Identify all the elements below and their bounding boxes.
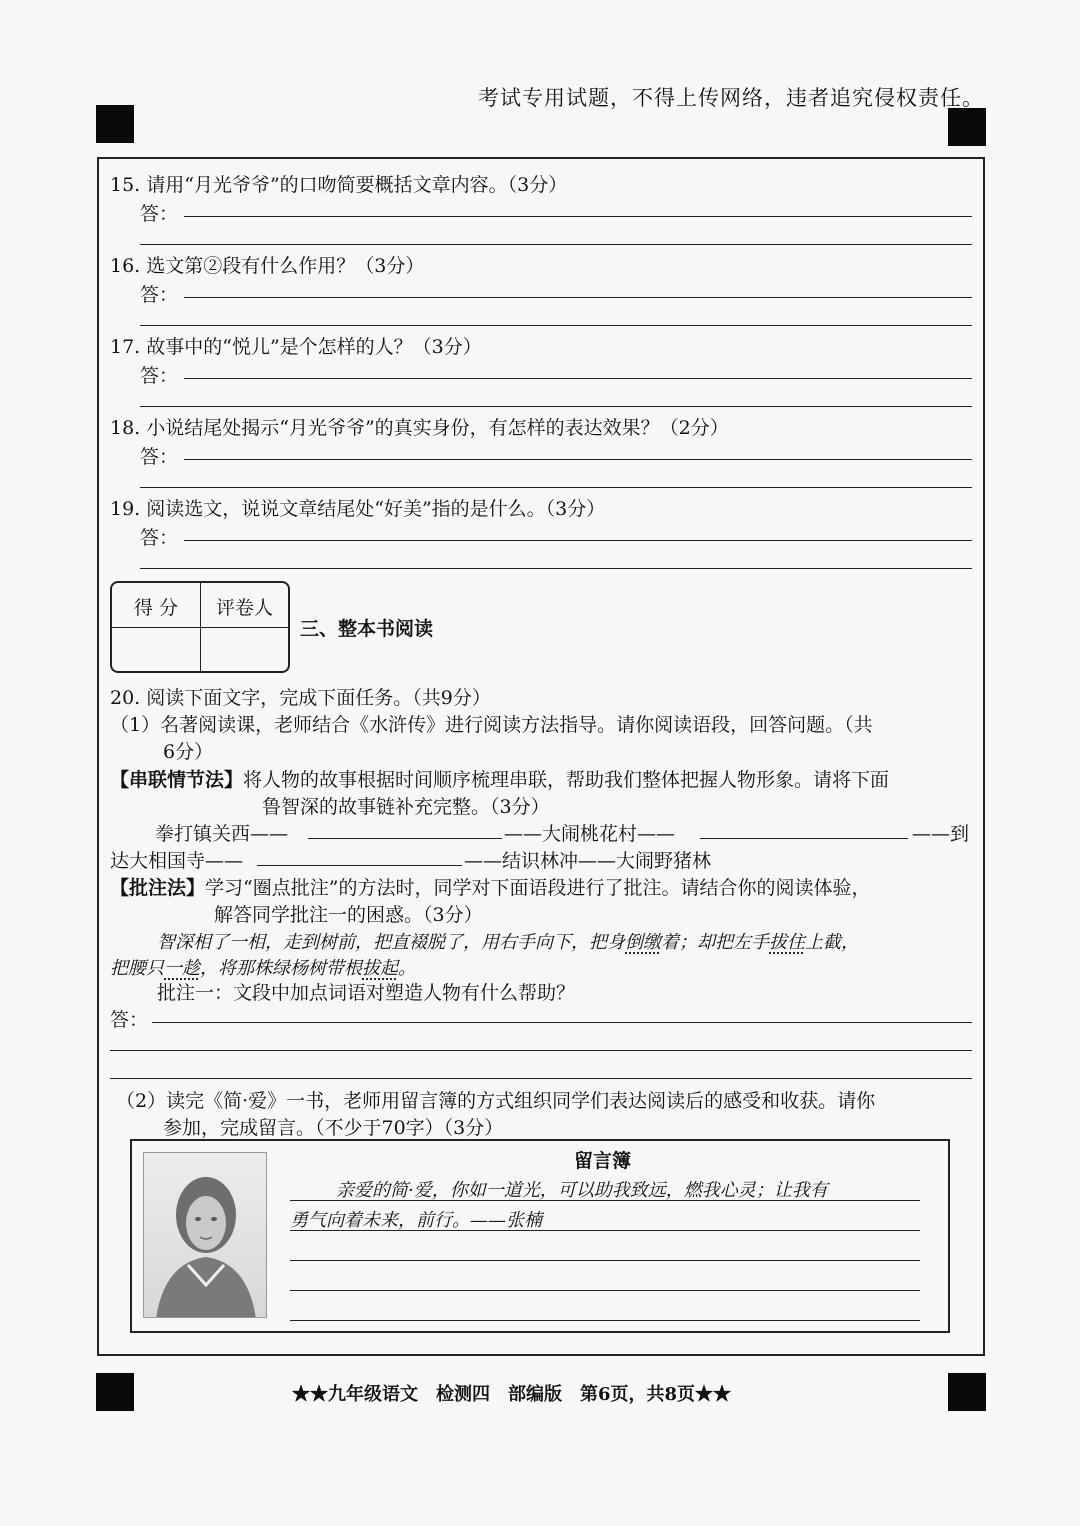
passage-text: ，将那株绿杨树带根	[200, 958, 362, 979]
answer-line[interactable]	[184, 459, 972, 460]
annotation-question: 批注一：文段中加点词语对塑造人物有什么帮助？	[157, 982, 576, 1004]
chain-to: ——到	[912, 823, 970, 845]
guestbook-message-line-1: 亲爱的简·爱，你如一道光，可以助我致远，燃我心灵；让我有	[336, 1180, 828, 1201]
answer-label: 答：	[110, 1009, 149, 1031]
answer-line[interactable]	[140, 487, 972, 488]
question-16: 16. 选文第②段有什么作用？（3分）	[110, 255, 425, 277]
question-18: 18. 小说结尾处揭示“月光爷爷”的真实身份，有怎样的表达效果？（2分）	[110, 417, 729, 439]
passage-text: 智深相了一相，走到树前，把直裰脱了，用右手向下，把身	[157, 932, 625, 953]
section-title: 三、整本书阅读	[300, 618, 434, 640]
part1-instruction: （1）名著阅读课，老师结合《水浒传》进行阅读方法指导。请你阅读语段，回答问题。（共	[110, 714, 873, 736]
dotted-word: 一趁	[164, 958, 200, 979]
grader-header: 评卷人	[216, 597, 274, 619]
method1-description: 将人物的故事根据时间顺序梳理串联，帮助我们整体把握人物形象。请将下面	[243, 769, 890, 791]
answer-line[interactable]	[152, 1022, 972, 1023]
passage-line-1	[157, 928, 859, 954]
guestbook-line[interactable]	[290, 1200, 920, 1201]
registration-mark-bottom-left	[96, 1373, 134, 1411]
answer-line[interactable]	[140, 568, 972, 569]
method1-text-cont: 鲁智深的故事链补充完整。（3分）	[262, 796, 550, 818]
dotted-word: 拔起	[362, 958, 398, 979]
part1-instruction-cont: 6分）	[163, 741, 214, 763]
page-footer: ★★九年级语文 检测四 部编版 第6页，共8页★★	[292, 1384, 732, 1405]
answer-label: 答：	[140, 284, 179, 306]
guestbook-line[interactable]	[290, 1320, 920, 1321]
passage-line-2	[110, 954, 416, 980]
chain-blank-2[interactable]	[700, 838, 908, 839]
dotted-word: 拔住	[769, 932, 805, 953]
passage-text: 上截，	[805, 932, 859, 953]
guestbook-line[interactable]	[290, 1290, 920, 1291]
chain-mid: ——大闹桃花村——	[504, 823, 676, 845]
answer-line[interactable]	[140, 325, 972, 326]
answer-line[interactable]	[184, 378, 972, 379]
answer-line[interactable]	[110, 1050, 972, 1051]
guestbook-message-line-2: 勇气向着未来，前行。——张楠	[290, 1210, 542, 1231]
part2-instruction-cont: 参加，完成留言。（不少于70字）（3分）	[163, 1117, 504, 1139]
answer-label: 答：	[140, 527, 179, 549]
copyright-notice: 考试专用试题，不得上传网络，违者追究侵权责任。	[478, 86, 984, 110]
score-header: 得 分	[134, 597, 179, 619]
chain-blank-3[interactable]	[257, 865, 462, 866]
table-divider	[112, 627, 288, 628]
registration-mark-top-right	[948, 108, 986, 146]
part2-instruction: （2）读完《简·爱》一书，老师用留言簿的方式组织同学们表达阅读后的感受和收获。请你	[116, 1090, 876, 1112]
answer-label: 答：	[140, 365, 179, 387]
portrait-image	[143, 1152, 267, 1318]
answer-label: 答：	[140, 203, 179, 225]
question-15: 15. 请用“月光爷爷”的口吻简要概括文章内容。（3分）	[110, 174, 568, 196]
question-20-title: 20. 阅读下面文字，完成下面任务。（共9分）	[110, 687, 491, 709]
guestbook-title: 留言簿	[574, 1150, 632, 1172]
method1-text	[110, 765, 889, 792]
method2-text	[110, 873, 870, 900]
answer-line[interactable]	[140, 406, 972, 407]
method1-label: 【串联情节法】	[110, 769, 244, 791]
answer-line[interactable]	[184, 540, 972, 541]
chain-start: 拳打镇关西——	[155, 823, 289, 845]
question-17: 17. 故事中的“悦儿”是个怎样的人？（3分）	[110, 336, 482, 358]
answer-line[interactable]	[184, 297, 972, 298]
registration-mark-top-left	[96, 105, 134, 143]
chain-end: ——结识林冲——大闹野猪林	[464, 850, 712, 872]
guestbook-line[interactable]	[290, 1230, 920, 1231]
passage-text: 把腰只	[110, 958, 164, 979]
method2-label: 【批注法】	[110, 877, 206, 899]
dotted-word: 倒缴	[625, 932, 661, 953]
chain-blank-1[interactable]	[308, 838, 502, 839]
guestbook-line[interactable]	[290, 1260, 920, 1261]
answer-line[interactable]	[184, 216, 972, 217]
method2-description: 学习“圈点批注”的方法时，同学对下面语段进行了批注。请结合你的阅读体验，	[205, 877, 871, 899]
score-table	[110, 581, 290, 673]
question-19: 19. 阅读选文，说说文章结尾处“好美”指的是什么。（3分）	[110, 498, 606, 520]
registration-mark-bottom-right	[948, 1373, 986, 1411]
answer-line[interactable]	[110, 1078, 972, 1079]
method2-text-cont: 解答同学批注一的困惑。（3分）	[214, 904, 483, 926]
passage-text: 着；却把左手	[661, 932, 769, 953]
answer-label: 答：	[140, 446, 179, 468]
answer-line[interactable]	[140, 244, 972, 245]
passage-text: 。	[398, 958, 416, 979]
chain-next: 达大相国寺——	[110, 850, 244, 872]
